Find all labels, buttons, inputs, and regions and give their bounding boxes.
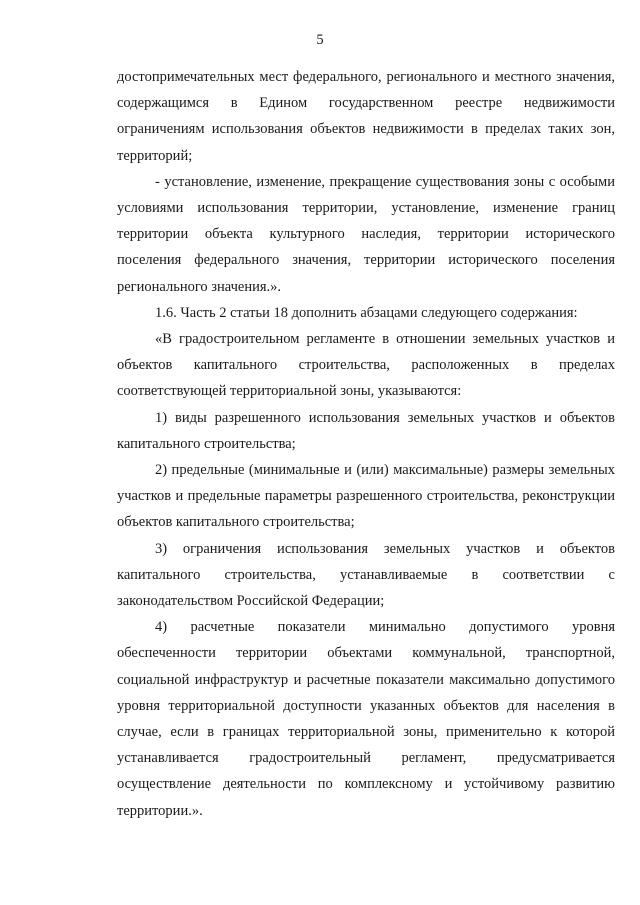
paragraph-continuation: достопримечательных мест федерального, регионального и местного значения, содержащимся в Едином государственном реестре недвижимости ограничениям использования объектов недвижимости в пределах таких зон, территорий; xyxy=(117,69,615,164)
paragraph-item-2: 2) предельные (минимальные и (или) максимальные) размеры земельных участков и предельные параметры разрешенного строительства, реконструкции объектов капитального строительства; xyxy=(117,462,615,531)
paragraph-list-item: - установление, изменение, прекращение существования зоны с особыми условиями использования территории, установление, изменение границ территории объекта культурного наследия, территории исторического поселения федерального значения, территории исторического поселения регионального значения.». xyxy=(117,173,615,295)
paragraph-item-4: 4) расчетные показатели минимально допустимого уровня обеспеченности территории объектами коммунальной, транспортной, социальной инфраструктур и расчетные показатели максимально допустимого уровня территориальной доступности указанных объектов для населения в случае, если в границах территориальной зоны, применительно к которой устанавливается градостроительный регламент, предусматривается осуществление деятельности по комплексному и устойчивому развитию территории.». xyxy=(117,619,615,819)
page-number: 5 xyxy=(316,32,324,48)
paragraph-item-1: 1) виды разрешенного использования земельных участков и объектов капитального строительства; xyxy=(117,409,615,452)
document-body xyxy=(117,64,615,824)
paragraph-quote-intro: «В градостроительном регламенте в отношении земельных участков и объектов капитального строительства, расположенных в пределах соответствующей территориальной зоны, указываются: xyxy=(117,331,615,400)
paragraph-item-3: 3) ограничения использования земельных участков и объектов капитального строительства, устанавливаемые в соответствии с законодательством Российской Федерации; xyxy=(117,540,615,610)
paragraph-clause-1-6: 1.6. Часть 2 статьи 18 дополнить абзацами следующего содержания: xyxy=(155,304,578,321)
